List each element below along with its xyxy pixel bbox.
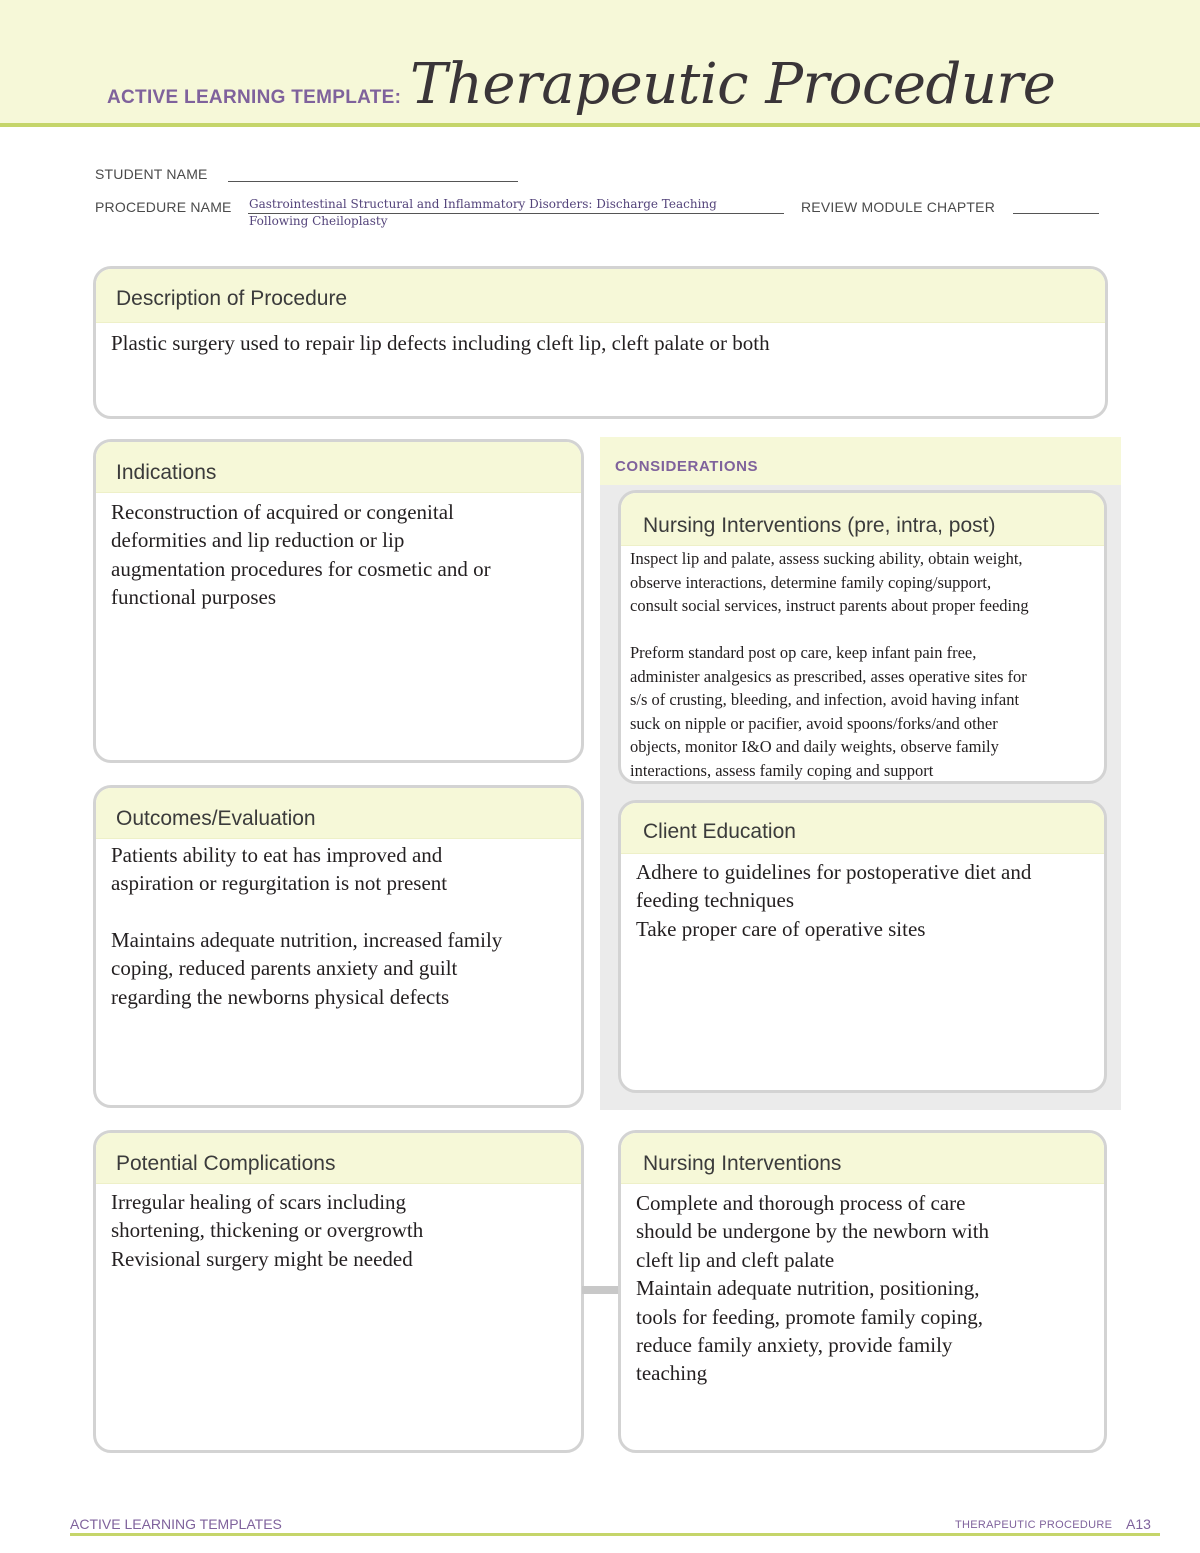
footer-rule bbox=[70, 1533, 1160, 1536]
nursing-pre-line: Preform standard post op care, keep infant pain free, bbox=[630, 643, 977, 662]
description-box bbox=[93, 266, 1108, 419]
indications-text bbox=[111, 498, 573, 612]
header-rule bbox=[0, 123, 1200, 127]
nursing-interventions-text bbox=[636, 1189, 1096, 1388]
nursing-interventions-line: Complete and thorough process of care bbox=[636, 1191, 966, 1215]
indications-title: Indications bbox=[116, 461, 217, 484]
nursing-pre-paragraph bbox=[630, 547, 1096, 618]
procedure-name-label: PROCEDURE NAME bbox=[95, 199, 232, 215]
outcomes-line: Patients ability to eat has improved and bbox=[111, 843, 443, 867]
nursing-interventions-pre-title: Nursing Interventions (pre, intra, post) bbox=[643, 514, 996, 537]
outcomes-line: Maintains adequate nutrition, increased family bbox=[111, 927, 503, 952]
footer-right-label: THERAPEUTIC PROCEDURE bbox=[955, 1519, 1113, 1531]
review-module-label: REVIEW MODULE CHAPTER bbox=[801, 199, 995, 215]
outcomes-line: regarding the newborns physical defects bbox=[111, 984, 450, 1009]
nursing-pre-line: observe interactions, determine family coping/support, bbox=[630, 572, 992, 592]
description-title: Description of Procedure bbox=[116, 287, 348, 310]
complications-title: Potential Complications bbox=[116, 1152, 336, 1175]
indications-line: Reconstruction of acquired or congenital bbox=[111, 500, 454, 524]
client-education-title: Client Education bbox=[643, 820, 796, 843]
nursing-pre-line: interactions, assess family coping and support bbox=[630, 760, 934, 780]
description-text: Plastic surgery used to repair lip defects including cleft lip, cleft palate or both bbox=[111, 331, 770, 355]
nursing-pre-line: consult social services, instruct parents about proper feeding bbox=[630, 596, 1029, 615]
review-module-field[interactable] bbox=[1013, 213, 1099, 214]
client-education-line: feeding techniques bbox=[636, 888, 795, 913]
nursing-interventions-pre-box bbox=[618, 490, 1107, 784]
indications-line: functional purposes bbox=[111, 585, 277, 610]
considerations-label: CONSIDERATIONS bbox=[615, 458, 759, 475]
indications-line: deformities and lip reduction or lip bbox=[111, 528, 405, 553]
nursing-interventions-line: tools for feeding, promote family coping, bbox=[636, 1304, 984, 1329]
box-connector bbox=[582, 1286, 620, 1294]
nursing-pre-line: suck on nipple or pacifier, avoid spoons/forks/and other bbox=[630, 713, 998, 733]
nursing-interventions-line: teaching bbox=[636, 1361, 708, 1386]
client-education-box bbox=[618, 800, 1107, 1093]
complications-line: shortening, thickening or overgrowth bbox=[111, 1218, 424, 1243]
nursing-pre-line: administer analgesics as prescribed, asses operative sites for bbox=[630, 666, 1027, 686]
outcomes-box bbox=[93, 785, 584, 1108]
nursing-interventions-pre-text bbox=[630, 547, 1096, 782]
nursing-pre-paragraph bbox=[630, 641, 1096, 782]
nursing-pre-line: objects, monitor I&O and daily weights, observe family bbox=[630, 737, 999, 756]
procedure-name-value bbox=[249, 196, 717, 230]
procedure-name-line-1: Gastrointestinal Structural and Inflammatory Disorders: Discharge Teaching bbox=[249, 197, 717, 211]
outcomes-title: Outcomes/Evaluation bbox=[116, 807, 316, 830]
indications-box bbox=[93, 439, 584, 763]
indications-line: augmentation procedures for cosmetic and or bbox=[111, 556, 491, 581]
footer-left-label: ACTIVE LEARNING TEMPLATES bbox=[70, 1516, 282, 1532]
student-name-field[interactable] bbox=[228, 181, 518, 182]
page-title: Therapeutic Procedure bbox=[410, 52, 1056, 117]
nursing-interventions-line: reduce family anxiety, provide family bbox=[636, 1333, 953, 1358]
client-education-line: Adhere to guidelines for postoperative diet and bbox=[636, 860, 1032, 884]
student-name-label: STUDENT NAME bbox=[95, 166, 208, 182]
nursing-interventions-line: cleft lip and cleft palate bbox=[636, 1247, 835, 1272]
page-number: A13 bbox=[1126, 1516, 1151, 1532]
template-label: ACTIVE LEARNING TEMPLATE: bbox=[107, 87, 402, 108]
outcomes-paragraph bbox=[111, 926, 573, 1011]
procedure-name-line-2: Following Cheiloplasty bbox=[249, 214, 388, 228]
nursing-interventions-box bbox=[618, 1130, 1107, 1453]
client-education-text bbox=[636, 858, 1096, 943]
nursing-pre-line: Inspect lip and palate, assess sucking ability, obtain weight, bbox=[630, 549, 1023, 568]
client-education-line: Take proper care of operative sites bbox=[636, 916, 926, 941]
outcomes-line: coping, reduced parents anxiety and guilt bbox=[111, 956, 458, 981]
complications-line: Irregular healing of scars including bbox=[111, 1190, 407, 1214]
outcomes-text bbox=[111, 841, 573, 1039]
complications-text bbox=[111, 1188, 573, 1273]
nursing-interventions-title: Nursing Interventions bbox=[643, 1152, 842, 1175]
outcomes-line: aspiration or regurgitation is not present bbox=[111, 871, 448, 896]
complications-box bbox=[93, 1130, 584, 1453]
nursing-interventions-line: Maintain adequate nutrition, positioning, bbox=[636, 1276, 980, 1301]
complications-line: Revisional surgery might be needed bbox=[111, 1246, 413, 1271]
nursing-interventions-line: should be undergone by the newborn with bbox=[636, 1219, 990, 1244]
nursing-pre-line: s/s of crusting, bleeding, and infection, avoid having infant bbox=[630, 690, 1020, 709]
outcomes-paragraph bbox=[111, 841, 573, 898]
